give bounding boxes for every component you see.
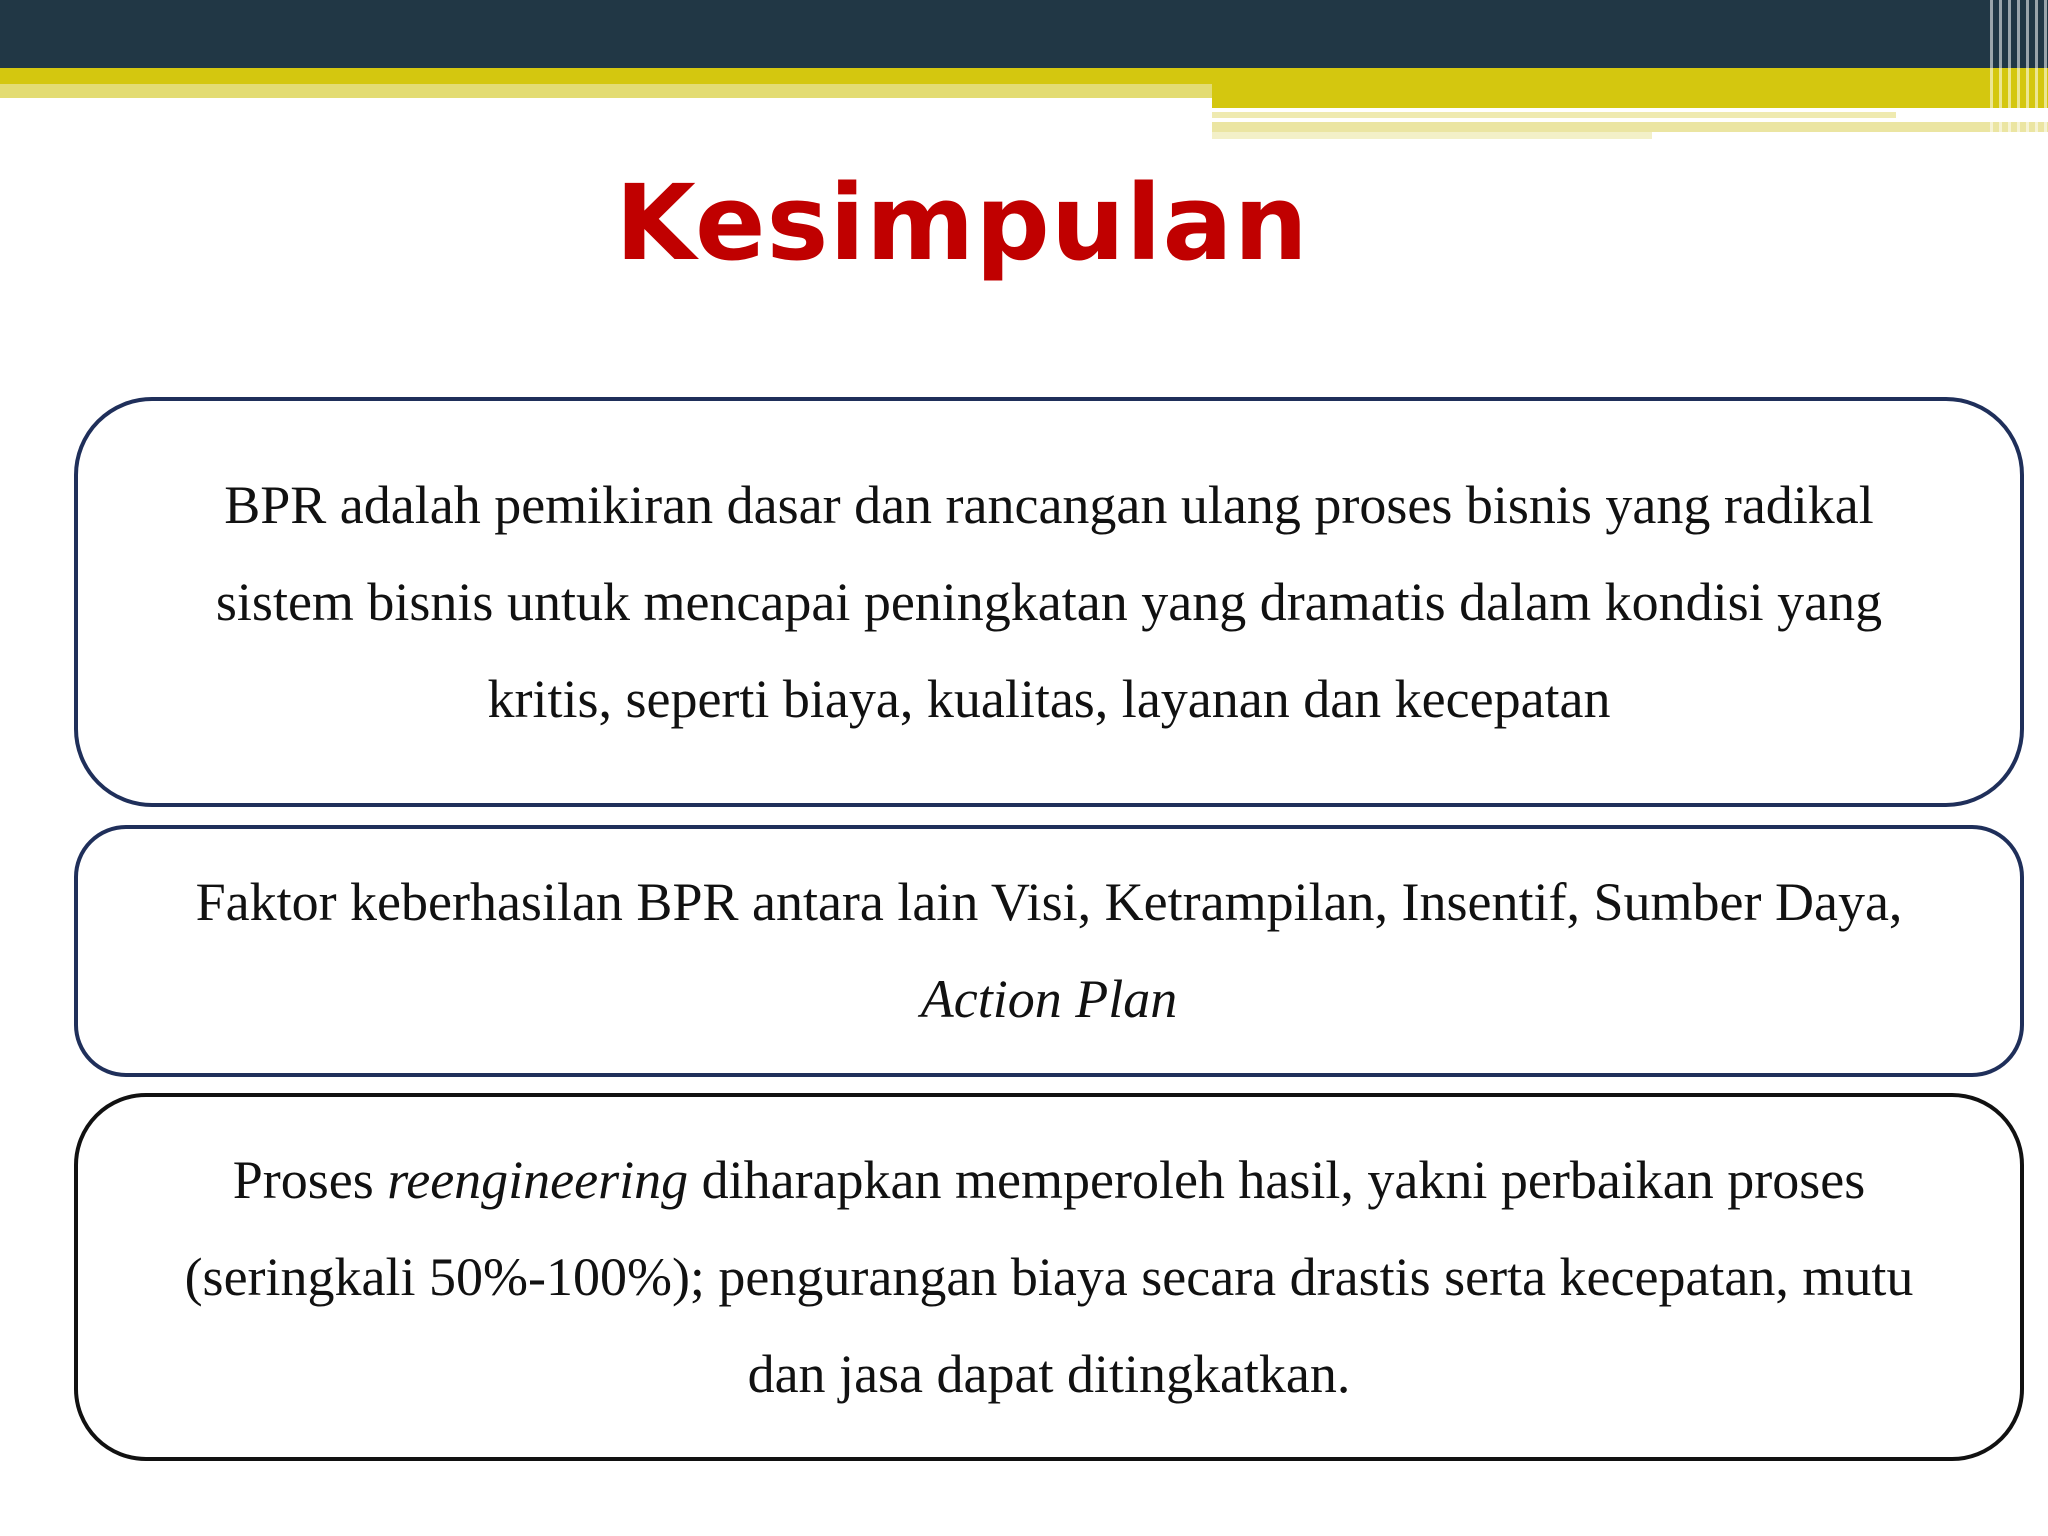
conclusion-text-definition: BPR adalah pemikiran dasar dan rancangan ulang proses bisnis yang radikal sistem bisnis untuk mencapai peningkatan yang dramatis dalam kondisi yang kritis, seperti biaya, kualitas, layanan dan kecepatan bbox=[215, 474, 1883, 729]
header-accent-line bbox=[1212, 122, 2048, 132]
results-text-start: Proses bbox=[232, 1149, 388, 1210]
header-dark-band bbox=[0, 0, 2048, 68]
conclusion-text-success-factors bbox=[138, 854, 1960, 1048]
header-accent-line bbox=[1212, 132, 1652, 139]
slide-title: Kesimpulan bbox=[615, 162, 1309, 284]
conclusion-text-results bbox=[138, 1132, 1960, 1423]
header-yellow-light-band bbox=[0, 84, 1212, 98]
reengineering-italic: reengineering bbox=[387, 1149, 689, 1210]
success-factors-text: Faktor keberhasilan BPR antara lain Visi, Ketrampilan, Insentif, Sumber Daya, bbox=[195, 872, 1903, 932]
action-plan-italic: Action Plan bbox=[920, 969, 1178, 1029]
header-yellow-band bbox=[0, 68, 2048, 84]
header-accent-line bbox=[1212, 112, 1896, 118]
header-vertical-stripes bbox=[1984, 0, 2048, 140]
conclusion-box-success-factors bbox=[74, 825, 2024, 1077]
conclusion-box-definition bbox=[74, 397, 2024, 807]
results-text-end: diharapkan memperoleh hasil, yakni perbaikan proses (seringkali 50%-100%); pengurangan biaya secara drastis serta kecepatan, mutu dan jasa dapat ditingkatkan. bbox=[184, 1149, 1914, 1404]
conclusion-box-results bbox=[74, 1093, 2024, 1461]
header-yellow-right-band bbox=[1212, 84, 2048, 108]
